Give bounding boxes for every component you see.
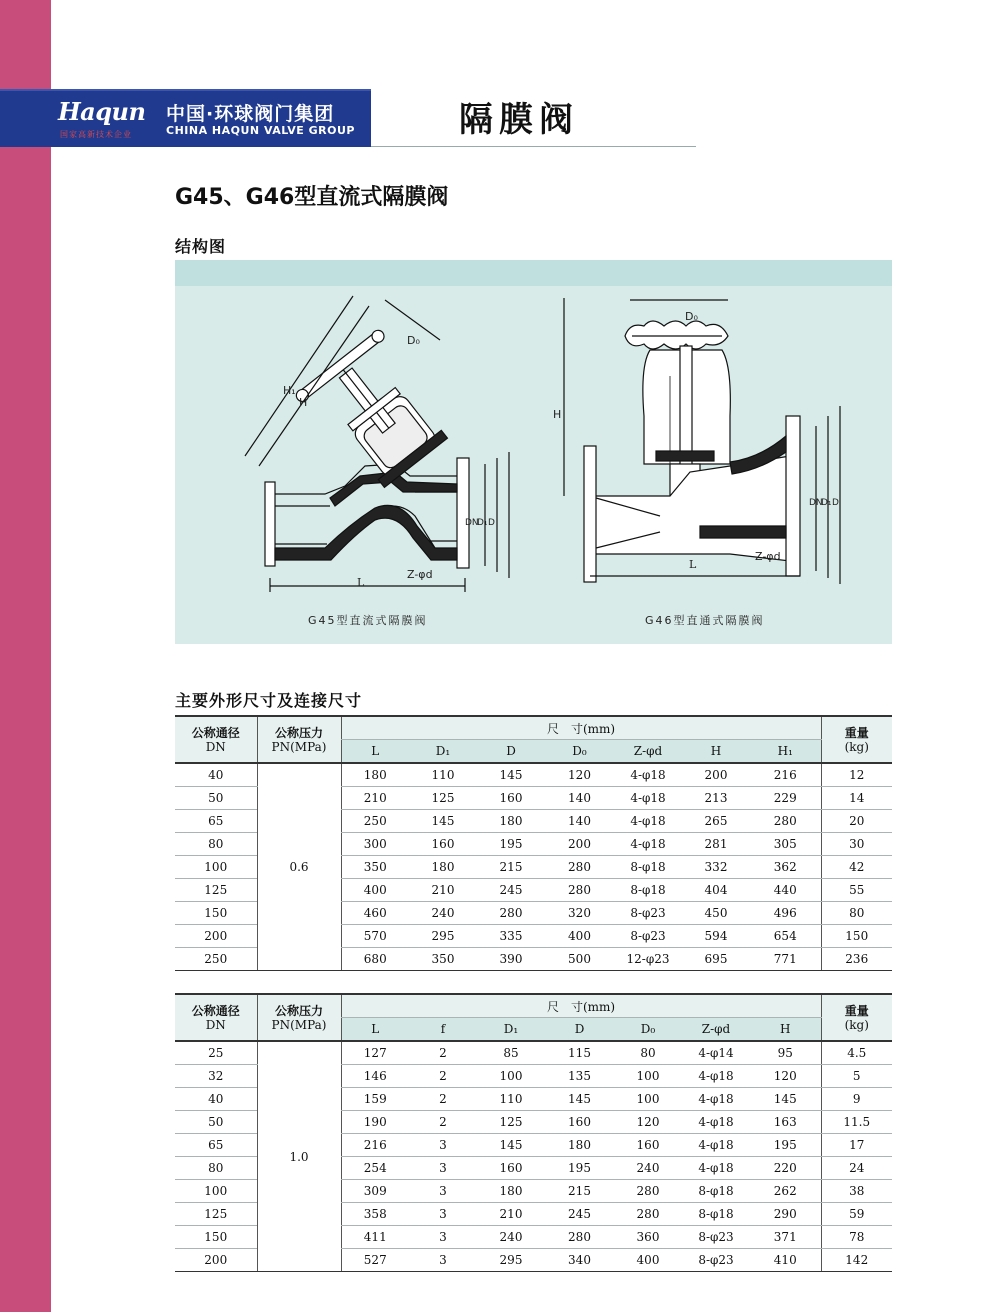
table-cell: 300: [341, 833, 409, 856]
col-header-2: D₁: [477, 1018, 545, 1042]
table-cell: 8-φ23: [614, 902, 682, 925]
col-header-1: D₁: [409, 740, 477, 764]
table-cell: 4-φ18: [614, 763, 682, 787]
section-dimensions-title: 主要外形尺寸及连接尺寸: [175, 691, 363, 710]
col-header-dn: 公称通径 DN: [175, 994, 257, 1041]
table2-body: [175, 1041, 892, 1272]
table-cell: 4-φ18: [682, 1157, 750, 1180]
g46-valve-drawing: [560, 286, 860, 586]
table-cell: 695: [682, 948, 750, 971]
table-cell: 400: [341, 879, 409, 902]
table-cell: 594: [682, 925, 750, 948]
table1-body: [175, 763, 892, 971]
table-cell: 570: [341, 925, 409, 948]
table-cell: 8-φ23: [682, 1226, 750, 1249]
table-cell: 140: [545, 810, 614, 833]
table-cell: 55: [821, 879, 892, 902]
table-cell: 200: [175, 1249, 257, 1272]
g45-label-h: H: [299, 396, 308, 409]
pn-cell: 1.0: [257, 1041, 341, 1272]
table-cell: 5: [821, 1065, 892, 1088]
table-cell: 210: [409, 879, 477, 902]
table-cell: 290: [750, 1203, 821, 1226]
table-cell: 115: [545, 1041, 614, 1065]
table-cell: 245: [545, 1203, 614, 1226]
table-cell: 410: [750, 1249, 821, 1272]
table-cell: 195: [477, 833, 545, 856]
table-cell: 12-φ23: [614, 948, 682, 971]
table-cell: 358: [341, 1203, 409, 1226]
table-cell: 4-φ18: [682, 1111, 750, 1134]
table-cell: 8-φ18: [614, 856, 682, 879]
table-cell: 12: [821, 763, 892, 787]
g46-label-d1: D₁: [821, 498, 832, 508]
table-cell: 362: [750, 856, 821, 879]
table-cell: 3: [409, 1157, 477, 1180]
table-cell: 3: [409, 1226, 477, 1249]
table-cell: 100: [614, 1088, 682, 1111]
table-cell: 145: [545, 1088, 614, 1111]
table-cell: 4-φ18: [614, 833, 682, 856]
g46-caption: G46型直通式隔膜阀: [645, 614, 765, 627]
table-cell: 95: [750, 1041, 821, 1065]
g45-label-h1: H₁: [283, 384, 296, 397]
g45-label-d: D: [488, 518, 495, 528]
table-cell: 200: [175, 925, 257, 948]
table-cell: 280: [750, 810, 821, 833]
col-header-5: Z-φd: [682, 1018, 750, 1042]
g45-label-l: L: [357, 576, 365, 589]
table-cell: 80: [175, 1157, 257, 1180]
table-cell: 14: [821, 787, 892, 810]
table-cell: 160: [545, 1111, 614, 1134]
table-cell: 215: [477, 856, 545, 879]
table-cell: 65: [175, 810, 257, 833]
col-header-6: H₁: [750, 740, 821, 764]
table-cell: 145: [477, 1134, 545, 1157]
col-header-pn: 公称压力 PN(MPa): [257, 716, 341, 763]
side-bar: [0, 0, 51, 1312]
col-header-dimensions: 尺 寸(mm): [341, 716, 821, 740]
table-cell: 440: [750, 879, 821, 902]
table-cell: 3: [409, 1180, 477, 1203]
table-cell: 24: [821, 1157, 892, 1180]
table-cell: 295: [409, 925, 477, 948]
table-cell: 100: [477, 1065, 545, 1088]
table-cell: 100: [175, 1180, 257, 1203]
table-cell: 8-φ18: [682, 1203, 750, 1226]
table-cell: 4-φ18: [614, 787, 682, 810]
table-cell: 245: [477, 879, 545, 902]
col-header-0: L: [341, 1018, 409, 1042]
table-cell: 411: [341, 1226, 409, 1249]
table-cell: 110: [477, 1088, 545, 1111]
table-cell: 32: [175, 1065, 257, 1088]
table-cell: 100: [614, 1065, 682, 1088]
col-header-1: f: [409, 1018, 477, 1042]
table-cell: 2: [409, 1111, 477, 1134]
table-cell: 30: [821, 833, 892, 856]
table-cell: 210: [341, 787, 409, 810]
table-cell: 229: [750, 787, 821, 810]
table-cell: 280: [545, 879, 614, 902]
table-cell: 280: [614, 1180, 682, 1203]
table-cell: 190: [341, 1111, 409, 1134]
table-cell: 145: [409, 810, 477, 833]
table-cell: 250: [175, 948, 257, 971]
company-name-cn: 中国·环球阀门集团: [166, 103, 335, 125]
table-cell: 80: [821, 902, 892, 925]
table-cell: 213: [682, 787, 750, 810]
table-cell: 340: [545, 1249, 614, 1272]
table-cell: 40: [175, 1088, 257, 1111]
table-cell: 771: [750, 948, 821, 971]
table-cell: 215: [545, 1180, 614, 1203]
g46-label-d0: D₀: [685, 310, 698, 323]
table-cell: 404: [682, 879, 750, 902]
table-cell: 17: [821, 1134, 892, 1157]
g45-label-d0: D₀: [407, 334, 420, 347]
col-header-weight: 重量 (kg): [821, 716, 892, 763]
table-cell: 400: [614, 1249, 682, 1272]
header-rule: [371, 146, 696, 147]
table-cell: 680: [341, 948, 409, 971]
table-cell: 127: [341, 1041, 409, 1065]
table-cell: 240: [477, 1226, 545, 1249]
table-cell: 150: [175, 902, 257, 925]
table-cell: 180: [545, 1134, 614, 1157]
g45-valve-drawing: [235, 286, 555, 606]
col-header-5: H: [682, 740, 750, 764]
table-cell: 2: [409, 1088, 477, 1111]
table-cell: 146: [341, 1065, 409, 1088]
dimension-table-2: [175, 993, 892, 1272]
g46-label-zd: Z-φd: [755, 550, 781, 563]
table-cell: 42: [821, 856, 892, 879]
table-cell: 50: [175, 787, 257, 810]
structure-diagram: [175, 260, 892, 644]
table-cell: 9: [821, 1088, 892, 1111]
table-cell: 160: [477, 1157, 545, 1180]
table-cell: 371: [750, 1226, 821, 1249]
table-cell: 280: [477, 902, 545, 925]
table-cell: 38: [821, 1180, 892, 1203]
table-cell: 3: [409, 1203, 477, 1226]
g45-label-dn: DN: [465, 518, 479, 528]
table-cell: 309: [341, 1180, 409, 1203]
table-cell: 8-φ18: [682, 1180, 750, 1203]
table-cell: 4-φ18: [682, 1134, 750, 1157]
page-title: G45、G46型直流式隔膜阀: [175, 185, 449, 210]
section-structure-title: 结构图: [175, 237, 227, 256]
table-cell: 390: [477, 948, 545, 971]
table-cell: 80: [175, 833, 257, 856]
table-row: [175, 763, 892, 787]
g46-label-h: H: [553, 408, 562, 421]
table-cell: 527: [341, 1249, 409, 1272]
dimension-table-1: [175, 715, 892, 971]
table-cell: 265: [682, 810, 750, 833]
table-cell: 110: [409, 763, 477, 787]
diagram-header-band: [175, 260, 892, 286]
table-cell: 125: [175, 879, 257, 902]
table-cell: 160: [477, 787, 545, 810]
g45-label-d1: D₁: [477, 518, 488, 528]
table-cell: 654: [750, 925, 821, 948]
table-cell: 262: [750, 1180, 821, 1203]
table-cell: 281: [682, 833, 750, 856]
table-cell: 40: [175, 763, 257, 787]
table-cell: 280: [614, 1203, 682, 1226]
table-cell: 159: [341, 1088, 409, 1111]
table-cell: 216: [750, 763, 821, 787]
table-row: [175, 1041, 892, 1065]
table-cell: 20: [821, 810, 892, 833]
table-cell: 3: [409, 1134, 477, 1157]
table-cell: 59: [821, 1203, 892, 1226]
table-cell: 140: [545, 787, 614, 810]
table-cell: 120: [545, 763, 614, 787]
col-header-2: D: [477, 740, 545, 764]
table-cell: 4-φ18: [682, 1065, 750, 1088]
table-cell: 250: [341, 810, 409, 833]
table-cell: 2: [409, 1065, 477, 1088]
table-cell: 120: [614, 1111, 682, 1134]
table-cell: 200: [682, 763, 750, 787]
company-name-en: CHINA HAQUN VALVE GROUP: [166, 124, 355, 137]
pn-cell: 0.6: [257, 763, 341, 971]
g45-label-zd: Z-φd: [407, 568, 433, 581]
table-cell: 125: [409, 787, 477, 810]
col-header-3: D₀: [545, 740, 614, 764]
table-cell: 80: [614, 1041, 682, 1065]
table-cell: 145: [477, 763, 545, 787]
table-cell: 160: [409, 833, 477, 856]
table-cell: 360: [614, 1226, 682, 1249]
table-cell: 496: [750, 902, 821, 925]
table-cell: 11.5: [821, 1111, 892, 1134]
table-cell: 2: [409, 1041, 477, 1065]
table-cell: 240: [409, 902, 477, 925]
table-cell: 400: [545, 925, 614, 948]
col-header-4: D₀: [614, 1018, 682, 1042]
table-cell: 8-φ18: [614, 879, 682, 902]
table-cell: 142: [821, 1249, 892, 1272]
table-cell: 350: [341, 856, 409, 879]
col-header-0: L: [341, 740, 409, 764]
col-header-4: Z-φd: [614, 740, 682, 764]
table-cell: 335: [477, 925, 545, 948]
table-cell: 332: [682, 856, 750, 879]
table-cell: 120: [750, 1065, 821, 1088]
table-cell: 236: [821, 948, 892, 971]
table-cell: 135: [545, 1065, 614, 1088]
table-cell: 163: [750, 1111, 821, 1134]
logo-tagline: 国家高新技术企业: [60, 130, 132, 139]
g46-label-l: L: [689, 558, 697, 571]
table-cell: 3: [409, 1249, 477, 1272]
col-header-dn: 公称通径 DN: [175, 716, 257, 763]
table-cell: 180: [409, 856, 477, 879]
table-cell: 8-φ23: [682, 1249, 750, 1272]
table-cell: 220: [750, 1157, 821, 1180]
col-header-dimensions: 尺 寸(mm): [341, 994, 821, 1018]
table-cell: 25: [175, 1041, 257, 1065]
table-cell: 460: [341, 902, 409, 925]
table-cell: 210: [477, 1203, 545, 1226]
table-cell: 450: [682, 902, 750, 925]
table-cell: 254: [341, 1157, 409, 1180]
table-cell: 216: [341, 1134, 409, 1157]
logo: Haqun: [58, 97, 146, 126]
table-cell: 100: [175, 856, 257, 879]
g46-label-dn: DN: [809, 498, 823, 508]
table-cell: 295: [477, 1249, 545, 1272]
col-header-pn: 公称压力 PN(MPa): [257, 994, 341, 1041]
col-header-3: D: [545, 1018, 614, 1042]
table-cell: 145: [750, 1088, 821, 1111]
header-title: 隔膜阀: [459, 100, 579, 140]
table-cell: 280: [545, 1226, 614, 1249]
table-cell: 305: [750, 833, 821, 856]
brand-banner: [0, 89, 371, 147]
col-header-6: H: [750, 1018, 821, 1042]
table-cell: 85: [477, 1041, 545, 1065]
table-cell: 4-φ18: [614, 810, 682, 833]
table-cell: 200: [545, 833, 614, 856]
table-cell: 125: [477, 1111, 545, 1134]
table-cell: 160: [614, 1134, 682, 1157]
table-cell: 125: [175, 1203, 257, 1226]
table-cell: 240: [614, 1157, 682, 1180]
table-cell: 150: [175, 1226, 257, 1249]
table-cell: 4-φ14: [682, 1041, 750, 1065]
table-cell: 4.5: [821, 1041, 892, 1065]
table-cell: 65: [175, 1134, 257, 1157]
table-cell: 280: [545, 856, 614, 879]
table-cell: 50: [175, 1111, 257, 1134]
table-cell: 195: [545, 1157, 614, 1180]
table-cell: 78: [821, 1226, 892, 1249]
table-cell: 180: [477, 1180, 545, 1203]
table-cell: 180: [477, 810, 545, 833]
table-cell: 180: [341, 763, 409, 787]
col-header-weight: 重量 (kg): [821, 994, 892, 1041]
table-cell: 150: [821, 925, 892, 948]
table-cell: 500: [545, 948, 614, 971]
table-cell: 4-φ18: [682, 1088, 750, 1111]
g45-caption: G45型直流式隔膜阀: [308, 614, 428, 627]
table-cell: 320: [545, 902, 614, 925]
table-cell: 350: [409, 948, 477, 971]
g46-label-d: D: [832, 498, 839, 508]
table-cell: 195: [750, 1134, 821, 1157]
table-cell: 8-φ23: [614, 925, 682, 948]
